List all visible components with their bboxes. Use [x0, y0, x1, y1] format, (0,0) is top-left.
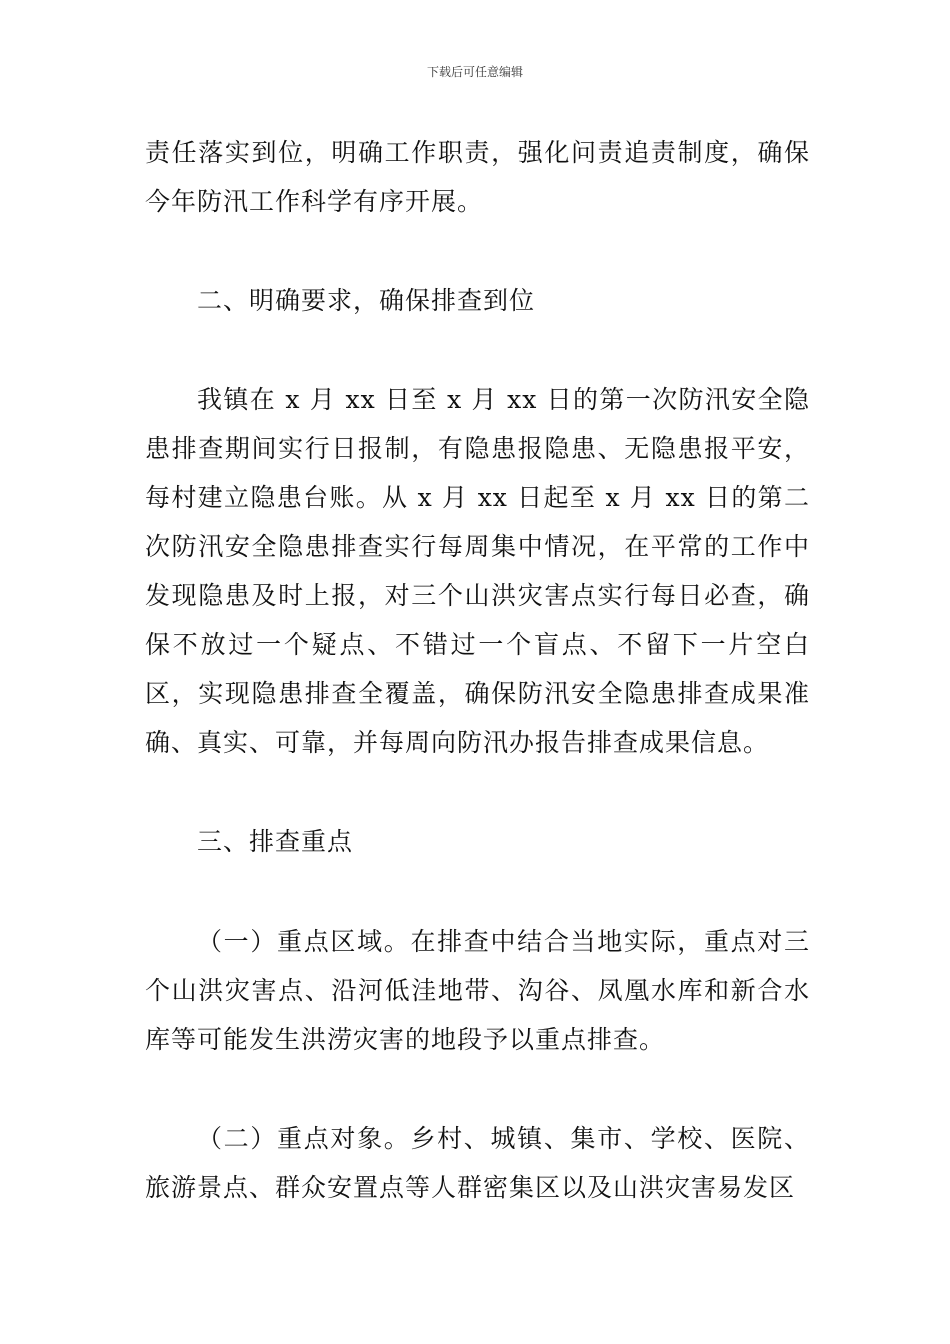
paragraph-spacer: [145, 866, 810, 917]
paragraph-key-objects: （二）重点对象。乡村、城镇、集市、学校、医院、旅游景点、群众安置点等人群密集区以及山洪灾害易发区: [145, 1124, 810, 1202]
document-body: [145, 128, 810, 1212]
paragraph-continuation: 责任落实到位，明确工作职责，强化问责追责制度，确保今年防汛工作科学有序开展。: [145, 138, 810, 216]
paragraph-spacer: [145, 1064, 810, 1114]
paragraph-key-areas: （一）重点区域。在排查中结合当地实际，重点对三个山洪灾害点、沿河低洼地带、沟谷、凤凰水库和新合水库等可能发生洪涝灾害的地段予以重点排查。: [145, 927, 810, 1054]
paragraph-spacer: [145, 226, 810, 276]
paragraph-spacer: [145, 325, 810, 375]
page-header-note: 下载后可任意编辑: [426, 65, 523, 79]
paragraph-inspection-process: 我镇在 x 月 xx 日至 x 月 xx 日的第一次防汛安全隐患排查期间实行日报制，有隐患报隐患、无隐患报平安，每村建立隐患台账。从 x 月 xx 日起至 x 月 xx 日的第二次防汛安全隐患排查实行每周集中情况，在平常的工作中发现隐患及时上报，对三个山洪灾害点实行每日必查，确保不放过一个疑点、不错过一个盲点、不留下一片空白区，实现隐患排查全覆盖，确保防汛安全隐患排查成果准确、真实、可靠，并每周向防汛办报告排查成果信息。: [145, 385, 810, 757]
section-heading-2: 二、明确要求，确保排查到位: [197, 286, 536, 315]
section-heading-3: 三、排查重点: [197, 827, 354, 856]
paragraph-spacer: [145, 767, 810, 817]
